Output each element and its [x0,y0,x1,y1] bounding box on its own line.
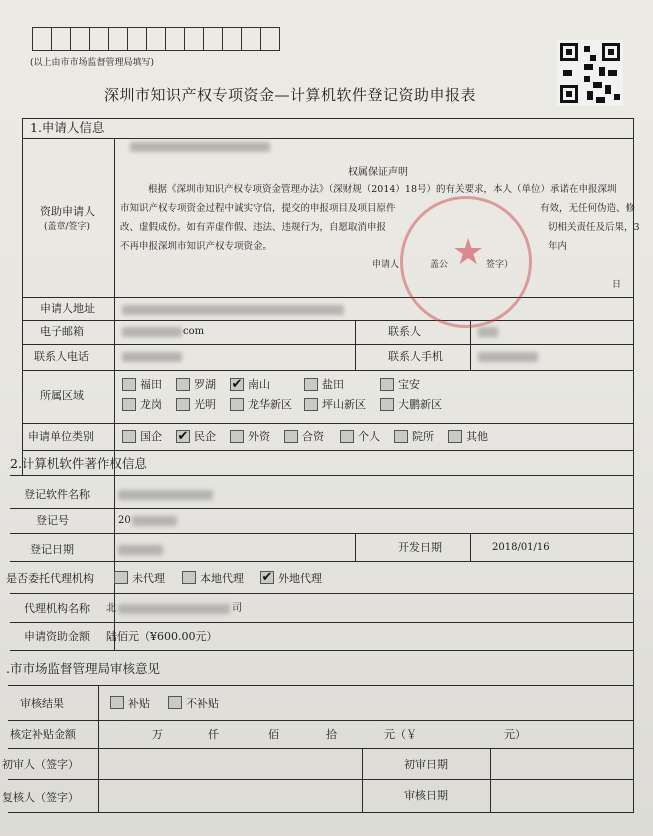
agent-checkbox-none[interactable] [114,571,128,584]
declaration-sign-c: 签字） [486,260,514,270]
region-label-longhua: 龙华新区 [248,398,292,411]
amount-value: 陆佰元（¥600.00元） [106,630,218,643]
checkmark-icon: ✔ [231,377,243,392]
reg-date-label: 登记日期 [30,543,74,556]
category-checkbox-individual[interactable] [340,430,354,443]
region-checkbox-dapeng[interactable] [380,398,394,411]
agent-option-remote: 外地代理 [278,572,322,585]
declaration-line1: 根据《深圳市知识产权专项资金管理办法》（深财规（2014）18号）的有关要求，本人（单位）承诺在申报深圳 [148,184,617,195]
category-checkbox-other[interactable] [448,430,462,443]
redacted-address [122,305,344,315]
result-checkbox-no-subsidy[interactable] [168,696,182,709]
reviewer1-label: 初审人（签字） [2,758,79,771]
reviewer2-label: 复核人（签字） [2,791,79,804]
category-label-institute: 院所 [412,430,434,443]
number-box [146,27,166,51]
agency-prefix: 北 [106,603,116,614]
redacted-mobile [478,352,538,362]
agent-option-none: 未代理 [132,572,165,585]
redacted-reg-date [118,545,163,555]
unit-wan: 万 [152,728,163,741]
number-box [127,27,147,51]
declaration-line2b: 有效，无任何伪造、修 [540,203,636,214]
region-label-yantian: 盐田 [322,378,344,391]
declaration-line3: 改、虚假成份。如有弄虚作假、违法、违规行为，自愿取消申报 [120,222,387,233]
unit-yuan: 元（￥ [384,728,417,741]
number-box [89,27,109,51]
dev-date-label: 开发日期 [398,541,442,554]
declaration-day: 日 [612,280,622,290]
result-option-subsidy: 补贴 [128,697,150,710]
header-note: (以上由市市场监督管理局填写) [30,58,155,68]
region-label-dapeng: 大鹏新区 [398,398,442,411]
region-checkbox-nanshan[interactable] [230,378,244,391]
redacted-applicant-name [130,142,270,152]
category-checkbox-institute[interactable] [394,430,408,443]
agent-checkbox-local[interactable] [182,571,196,584]
section1-title: 1.申请人信息 [30,120,105,135]
category-label-soe: 国企 [140,430,162,443]
number-box [222,27,242,51]
redacted-contact [478,327,498,337]
redacted-agency [118,604,230,614]
applicant-sub-label: (盖章/签字) [44,222,91,232]
email-suffix: com [183,326,205,337]
agent-option-local: 本地代理 [200,572,244,585]
declaration-sign: 申请人 [372,260,400,270]
number-box [203,27,223,51]
region-label-baoan: 宝安 [398,378,420,391]
agency-suffix: 司 [232,603,242,614]
mobile-label: 联系人手机 [388,350,443,363]
declaration-sign-b: 盖公 [430,260,449,270]
number-box [70,27,90,51]
unit-shi: 拾 [326,728,337,741]
number-box [241,27,261,51]
category-checkbox-foreign[interactable] [230,430,244,443]
redacted-email [122,327,182,337]
software-name-label: 登记软件名称 [24,488,90,501]
category-label: 申请单位类别 [28,430,94,443]
region-checkbox-guangming[interactable] [176,398,190,411]
region-label-guangming: 光明 [194,398,216,411]
contact-label: 联系人 [388,325,421,338]
agent-checkbox-remote[interactable] [260,571,274,584]
dev-date-value: 2018/01/16 [492,542,550,553]
category-checkbox-private[interactable] [176,430,190,443]
number-box [51,27,71,51]
number-box [184,27,204,51]
applicant-label: 资助申请人 [40,205,95,218]
region-checkbox-baoan[interactable] [380,378,394,391]
amount-label: 申请资助金额 [24,630,90,643]
result-checkbox-subsidy[interactable] [110,696,124,709]
reg-no-label: 登记号 [36,514,69,527]
number-box [32,27,52,51]
email-label: 电子邮箱 [40,325,84,338]
address-label: 申请人地址 [40,302,95,315]
number-box [108,27,128,51]
category-label-foreign: 外资 [248,430,270,443]
agency-name-label: 代理机构名称 [24,602,90,615]
category-label-individual: 个人 [358,430,380,443]
declaration-line4: 不再申报深圳市知识产权专项资金。 [120,241,273,252]
redacted-software-name [118,490,213,500]
declaration-line2: 市知识产权专项资金过程中诚实守信，提交的申报项目及项目原件 [120,203,396,214]
checkmark-icon: ✔ [177,429,189,444]
result-label: 审核结果 [20,697,64,710]
number-box [165,27,185,51]
unit-yuan-close: 元） [504,728,526,741]
region-checkbox-longgang[interactable] [122,398,136,411]
region-checkbox-pingshan[interactable] [304,398,318,411]
date2-label: 审核日期 [404,789,448,802]
approved-amount-label: 核定补贴金额 [10,728,76,741]
category-label-jv: 合资 [302,430,324,443]
region-label-nanshan: 南山 [248,378,270,391]
seal-star-icon: ★ [452,232,485,273]
unit-bai: 佰 [268,728,279,741]
redacted-reg-no [132,516,177,526]
declaration-heading: 权属保证声明 [348,167,408,178]
category-label-private: 民企 [194,430,216,443]
category-checkbox-jv[interactable] [284,430,298,443]
declaration-line3b: 切相关责任及后果，3年内 [548,222,640,252]
unit-qian: 仟 [208,728,219,741]
region-checkbox-luohu[interactable] [176,378,190,391]
region-checkbox-yantian[interactable] [304,378,318,391]
checkmark-icon: ✔ [261,570,273,585]
reg-no-prefix: 20 [118,515,131,526]
result-option-no-subsidy: 不补贴 [186,697,219,710]
region-label-luohu: 罗湖 [194,378,216,391]
form-title: 深圳市知识产权专项资金—计算机软件登记资助申报表 [104,86,477,104]
qr-code-icon [557,40,623,106]
date1-label: 初审日期 [404,758,448,771]
category-label-other: 其他 [466,430,488,443]
region-label-futian: 福田 [140,378,162,391]
region-checkbox-futian[interactable] [122,378,136,391]
category-checkbox-soe[interactable] [122,430,136,443]
region-label-pingshan: 坪山新区 [322,398,366,411]
region-checkbox-longhua[interactable] [230,398,244,411]
section2-title: 2.计算机软件著作权信息 [10,456,147,471]
number-box [260,27,280,51]
redacted-phone [122,352,182,362]
phone-label: 联系人电话 [34,350,89,363]
region-label: 所属区域 [40,389,84,402]
agent-label: 是否委托代理机构 [6,572,94,585]
section3-title: .市市场监督管理局审核意见 [6,661,160,676]
region-label-longgang: 龙岗 [140,398,162,411]
